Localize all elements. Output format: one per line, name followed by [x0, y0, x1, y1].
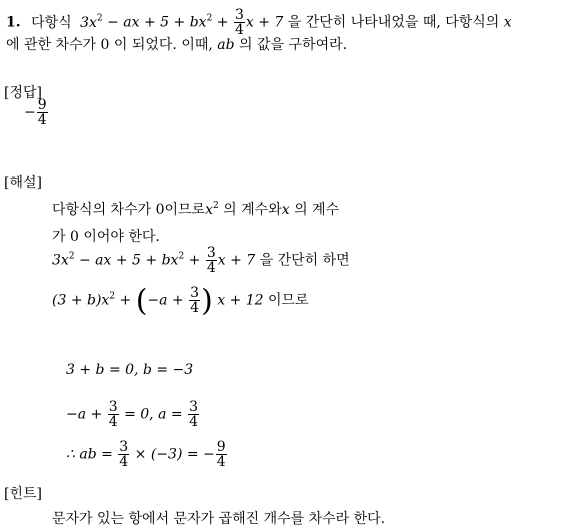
- var-ab: ab: [217, 37, 235, 53]
- problem-line-1: 1. 다항식 $3x^2$ − ax + $5 + bx^2$ + $\frac{3}{4}$ x + 7 을 간단히 나타내었을 때, 다항식의 x: [6, 7, 512, 38]
- expr: ∴ ab =: [66, 446, 118, 463]
- solution-text: 의 계수: [289, 202, 340, 218]
- zero-value: 0: [155, 202, 165, 218]
- fraction-3-4: $\frac{3}{4}$: [119, 439, 129, 470]
- equation-1: 3 + b = 0, b = −3: [66, 362, 194, 378]
- exp: 2: [68, 251, 75, 262]
- paren-left: (: [135, 283, 148, 319]
- problem-intro: 다항식: [31, 14, 72, 31]
- answer-label: [정답]: [4, 85, 42, 101]
- solution-line-2: 가 0 이어야 한다.: [52, 229, 160, 245]
- solution-text: 이므로: [164, 202, 206, 218]
- fraction-3-4: $\frac{3}{4}$: [189, 399, 198, 430]
- expr-part-a: 3x: [52, 252, 69, 269]
- fraction-3-4: $\frac{3}{4}$: [108, 399, 118, 430]
- fraction-3-4: $\frac{3}{4}$: [234, 7, 244, 38]
- paren-right: ): [201, 283, 213, 319]
- fraction-3-4: $\frac{3}{4}$: [190, 285, 200, 316]
- solution-text: 을 간단히 하면: [259, 252, 350, 269]
- zero-value: 0: [100, 37, 110, 53]
- solution-label: [해설]: [4, 175, 42, 191]
- expr-part-b: − ax + 5 + bx: [107, 14, 207, 31]
- solution-text: 다항식의 차수가: [52, 202, 152, 218]
- exp: 2: [109, 291, 116, 302]
- expr: × (−3) = −: [130, 446, 215, 463]
- var-x: x: [281, 202, 290, 218]
- problem-number: 1.: [6, 14, 21, 31]
- problem-text: 에 관한 차수가: [6, 37, 97, 53]
- exp: 2: [206, 13, 213, 24]
- expr-part-c: x + 7: [245, 14, 284, 31]
- expr-part-a: 3x: [80, 14, 97, 31]
- fraction-9-4: $\frac{9}{4}$: [216, 439, 226, 470]
- expr: = 0, a =: [119, 406, 188, 423]
- expr: −a +: [147, 292, 189, 309]
- problem-line-2: [6, 36, 347, 54]
- equation-3: [66, 440, 228, 469]
- solution-line-3: $3x^2$ − ax + $5 + bx^2$ + $\frac{3}{4}$ x + 7 을 간단히 하면: [52, 245, 350, 276]
- minus-sign: −: [24, 104, 36, 121]
- solution-text: 의 계수와: [218, 202, 282, 218]
- expr-part-c: x + 7: [217, 252, 256, 269]
- equation-2: [66, 400, 200, 429]
- hint-text: 문자가 있는 항에서 문자가 곱해진 개수를 차수라 한다.: [52, 511, 386, 527]
- answer-value: [24, 98, 49, 127]
- solution-text: 이므로: [263, 292, 309, 309]
- answer-fraction: $\frac{9}{4}$: [37, 97, 47, 128]
- solution-line-4: $(3 + b)x^2 + (-a$ + $\frac{3}{4}$ ) x + 12 이므로: [52, 283, 309, 319]
- problem-text: 의 값을 구하여라.: [234, 37, 348, 53]
- problem-text: 이 되었다. 이때,: [109, 37, 213, 53]
- var-x: x: [503, 14, 512, 31]
- expr: −a +: [66, 406, 107, 423]
- expr: x + 12: [217, 292, 264, 309]
- solution-line-1: [52, 201, 339, 219]
- exp: 2: [178, 251, 185, 262]
- hint-label: [힌트]: [4, 486, 42, 502]
- expr-part-b: − ax + 5 + bx: [74, 252, 179, 269]
- exp: 2: [96, 13, 103, 24]
- problem-tail: 을 간단히 나타내었을 때, 다항식의: [287, 14, 500, 31]
- exp: 2: [212, 201, 219, 211]
- fraction-3-4: $\frac{3}{4}$: [206, 245, 216, 276]
- expr: (3 + b)x: [52, 292, 110, 309]
- var-x: x: [205, 202, 213, 218]
